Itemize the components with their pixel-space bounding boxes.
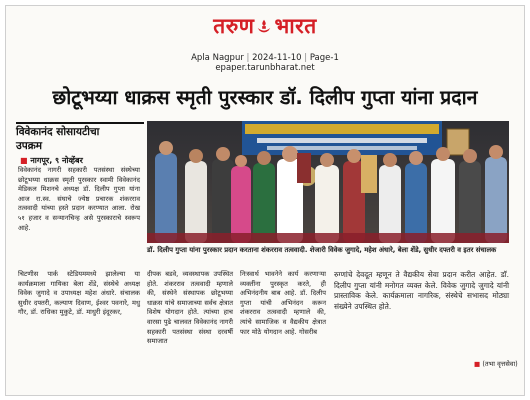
masthead-name-part2: भारत xyxy=(274,14,317,38)
edition-date: 2024-11-10 xyxy=(252,53,302,63)
section-tag-line1: विवेकानंद सोसायटीचा xyxy=(16,126,100,138)
article-column-3: निःस्वार्थ भावनेने कार्य करणाऱ्या व्यक्तींना पुरस्कृत करते, ही अभिनंदनीय बाब आहे. डॉ. दिलीप गुप्ता यांची अभिनंदन करून शंकरराव तत्ववादी म्हणाले की, त्यांचे सामाजिक व वैद्यकीय क्षेत्रात फार मोठे योगदान आहे. गोसरीब xyxy=(240,270,326,336)
edition-info: Apla Nagpur | 2024-11-10 | Page-1 epaper.tarunbharat.net xyxy=(191,53,339,73)
dateline-text: नागपूर, ९ नोव्हेंबर xyxy=(30,156,83,165)
article-column-1b: चिटणीस पार्क स्टेडियममध्ये झालेल्या या कार्यक्रमाला गायिका बेला शेंडे, संस्थेचे अध्यक्ष विवेक जुगादे व उपाध्यक्ष महेश अंधारे. संचालक सुधीर दफ्तरी, कल्याण दिवाण, ईश्वर पवनारे, मधु गौर, डॉ. राधिका मुकुटे, डॉ. माधुरी इंदूरकर, xyxy=(18,270,140,317)
photo-caption: डॉ. दिलीप गुप्ता यांना पुरस्कार प्रदान करताना शंकरराव तत्ववादी. शेजारी विवेक जुगादे, महेश अंधारे, बेला शेंडे, सुधीर दफ्तरी व इतर संचालक xyxy=(147,246,497,254)
news-credit xyxy=(474,359,518,368)
dateline xyxy=(20,155,83,166)
event-photo-illustration xyxy=(147,121,509,243)
article-column-2: दीपक बडवे, व्यवस्थापक उपस्थित होते. शंकरराव तत्ववादी म्हणाले की, संस्थेने संस्थापक छोटूभय्या धाक्रस यांचे समाजाच्या सर्वच क्षेत्रात विशेष योगदान होते. त्यांच्या हाच वारसा पुढे चालवत विवेकानंद नागरी सहकारी पतसंस्था संस्था दरवर्षी समाजात xyxy=(147,270,233,346)
masthead-name-part1: तरुण xyxy=(213,14,255,38)
article-column-1a: विवेकानंद नागरी सहकारी पतसंस्था संस्थेच्या छोटूभय्या धाक्रस स्मृती पुरस्कार स्वामी विवेकानंद मेडिकल मिशनचे अध्यक्ष डॉ. दिलीप गुप्ता यांना आज रा.स्व. संघाचे ज्येष्ठ प्रचारक शंकरराव तत्ववादी यांच्या हस्ते प्रदान करण्यात आला. रोख ५१ हजार व सन्मानचिन्ह असे पुरस्काराचे स्वरूप आहे. xyxy=(18,166,140,232)
edition-city: Apla Nagpur xyxy=(191,53,244,63)
bullet-icon: ■ xyxy=(474,360,481,368)
epaper-url[interactable]: epaper.tarunbharat.net xyxy=(215,63,315,73)
news-credit-text: (तभा वृत्तसेवा) xyxy=(482,360,518,368)
article-column-4: रुग्णांचे देवदूत म्हणून ते वैद्यकीय सेवा प्रदान करीत आहेत. डॉ. दिलीप गुप्ता यांनी मनोगत व्यक्त केले. विवेक जुगादे जुगादे यांनी प्रास्ताविक केले. कार्यक्रमाला नागरिक, संस्थेचे सभासद मोठ्या संख्येने उपस्थित होते. xyxy=(334,270,509,311)
masthead-logo xyxy=(0,14,530,38)
section-tag xyxy=(16,122,144,153)
article-headline: छोटूभय्या धाक्रस स्मृती पुरस्कार डॉ. दिलीप गुप्ता यांना प्रदान xyxy=(52,86,478,109)
event-photo xyxy=(147,121,509,243)
bullet-icon: ■ xyxy=(20,156,28,165)
section-tag-line2: उपक्रम xyxy=(16,140,43,152)
lamp-icon xyxy=(255,18,273,36)
edition-page: Page-1 xyxy=(309,53,339,63)
